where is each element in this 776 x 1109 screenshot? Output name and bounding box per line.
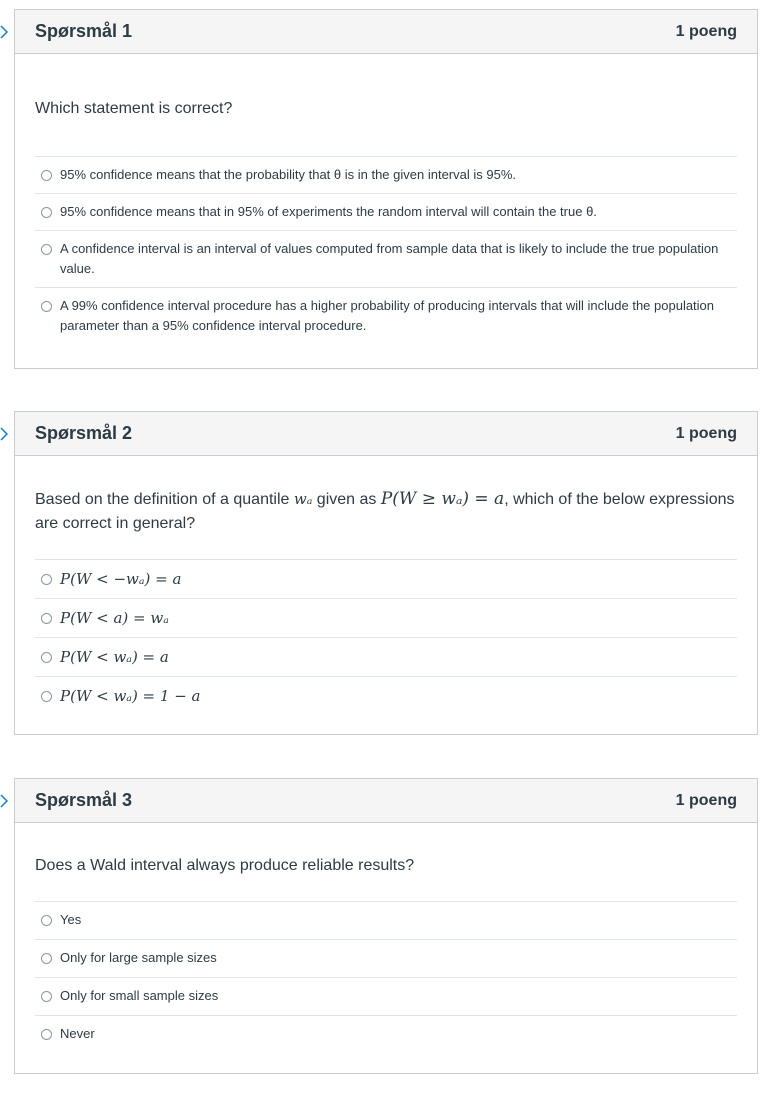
question-points: 1 poeng (675, 424, 737, 442)
answer-label: Yes (60, 912, 82, 927)
question-text-part: Based on the definition of a quantile (35, 491, 294, 508)
answer-option[interactable] (35, 288, 737, 344)
math-definition: P(W ≥ wₐ) = a (380, 489, 505, 509)
answer-list (35, 156, 737, 344)
answer-label: 95% confidence means that in 95% of experiments the random interval will contain the true θ. (60, 204, 597, 219)
question-text-part: , which of the below expressions are correct in general? (35, 491, 735, 532)
answer-option[interactable] (35, 638, 737, 677)
answer-option[interactable] (35, 978, 737, 1016)
radio-icon[interactable] (41, 915, 52, 926)
answer-label: Only for small sample sizes (60, 988, 219, 1003)
radio-icon[interactable] (41, 574, 52, 585)
question-text-part: given as (312, 491, 381, 508)
question-title: Spørsmål 2 (35, 423, 133, 443)
radio-icon[interactable] (41, 244, 52, 255)
radio-icon[interactable] (41, 652, 52, 663)
answer-label: P(W < wₐ) = 1 − a (60, 687, 201, 705)
answer-option[interactable] (35, 194, 737, 231)
radio-icon[interactable] (41, 613, 52, 624)
answer-list (35, 901, 737, 1053)
answer-label: P(W < a) = wₐ (60, 609, 169, 627)
chevron-right-icon[interactable] (0, 794, 8, 808)
math-quantile: wₐ (293, 490, 313, 508)
answer-option[interactable] (35, 1016, 737, 1053)
radio-icon[interactable] (41, 170, 52, 181)
radio-icon[interactable] (41, 953, 52, 964)
question-header (15, 779, 757, 823)
question-text (35, 487, 737, 536)
radio-icon[interactable] (41, 691, 52, 702)
answer-label: P(W < wₐ) = a (60, 648, 169, 666)
answer-option[interactable] (35, 231, 737, 288)
answer-option[interactable] (35, 560, 737, 599)
question-text: Does a Wald interval always produce reliable results? (35, 857, 415, 874)
question-header (15, 412, 757, 456)
radio-icon[interactable] (41, 1029, 52, 1040)
question-points: 1 poeng (675, 22, 737, 40)
answer-label: P(W < −wₐ) = a (60, 570, 182, 588)
radio-icon[interactable] (41, 301, 52, 312)
question-text: Which statement is correct? (35, 100, 233, 117)
answer-option[interactable] (35, 940, 737, 978)
question-3 (14, 778, 758, 1074)
question-title: Spørsmål 3 (35, 790, 133, 810)
radio-icon[interactable] (41, 207, 52, 218)
question-1 (14, 9, 758, 369)
answer-label: 95% confidence means that the probability that θ is in the given interval is 95%. (60, 167, 516, 182)
answer-option[interactable] (35, 677, 737, 715)
answer-option[interactable] (35, 157, 737, 194)
question-title: Spørsmål 1 (35, 21, 133, 41)
answer-option[interactable] (35, 599, 737, 638)
question-header (15, 10, 757, 54)
question-points: 1 poeng (675, 791, 737, 809)
answer-label: Only for large sample sizes (60, 950, 217, 965)
chevron-right-icon[interactable] (0, 25, 8, 39)
chevron-right-icon[interactable] (0, 427, 8, 441)
radio-icon[interactable] (41, 991, 52, 1002)
answer-option[interactable] (35, 902, 737, 940)
answer-label: A confidence interval is an interval of values computed from sample data that is likely to include the true population value. (60, 241, 719, 276)
answer-label: Never (60, 1026, 95, 1041)
answer-label: A 99% confidence interval procedure has a higher probability of producing intervals that will include the population parameter than a 95% confidence interval procedure. (60, 298, 715, 333)
answer-list (35, 559, 737, 715)
question-2 (14, 411, 758, 735)
